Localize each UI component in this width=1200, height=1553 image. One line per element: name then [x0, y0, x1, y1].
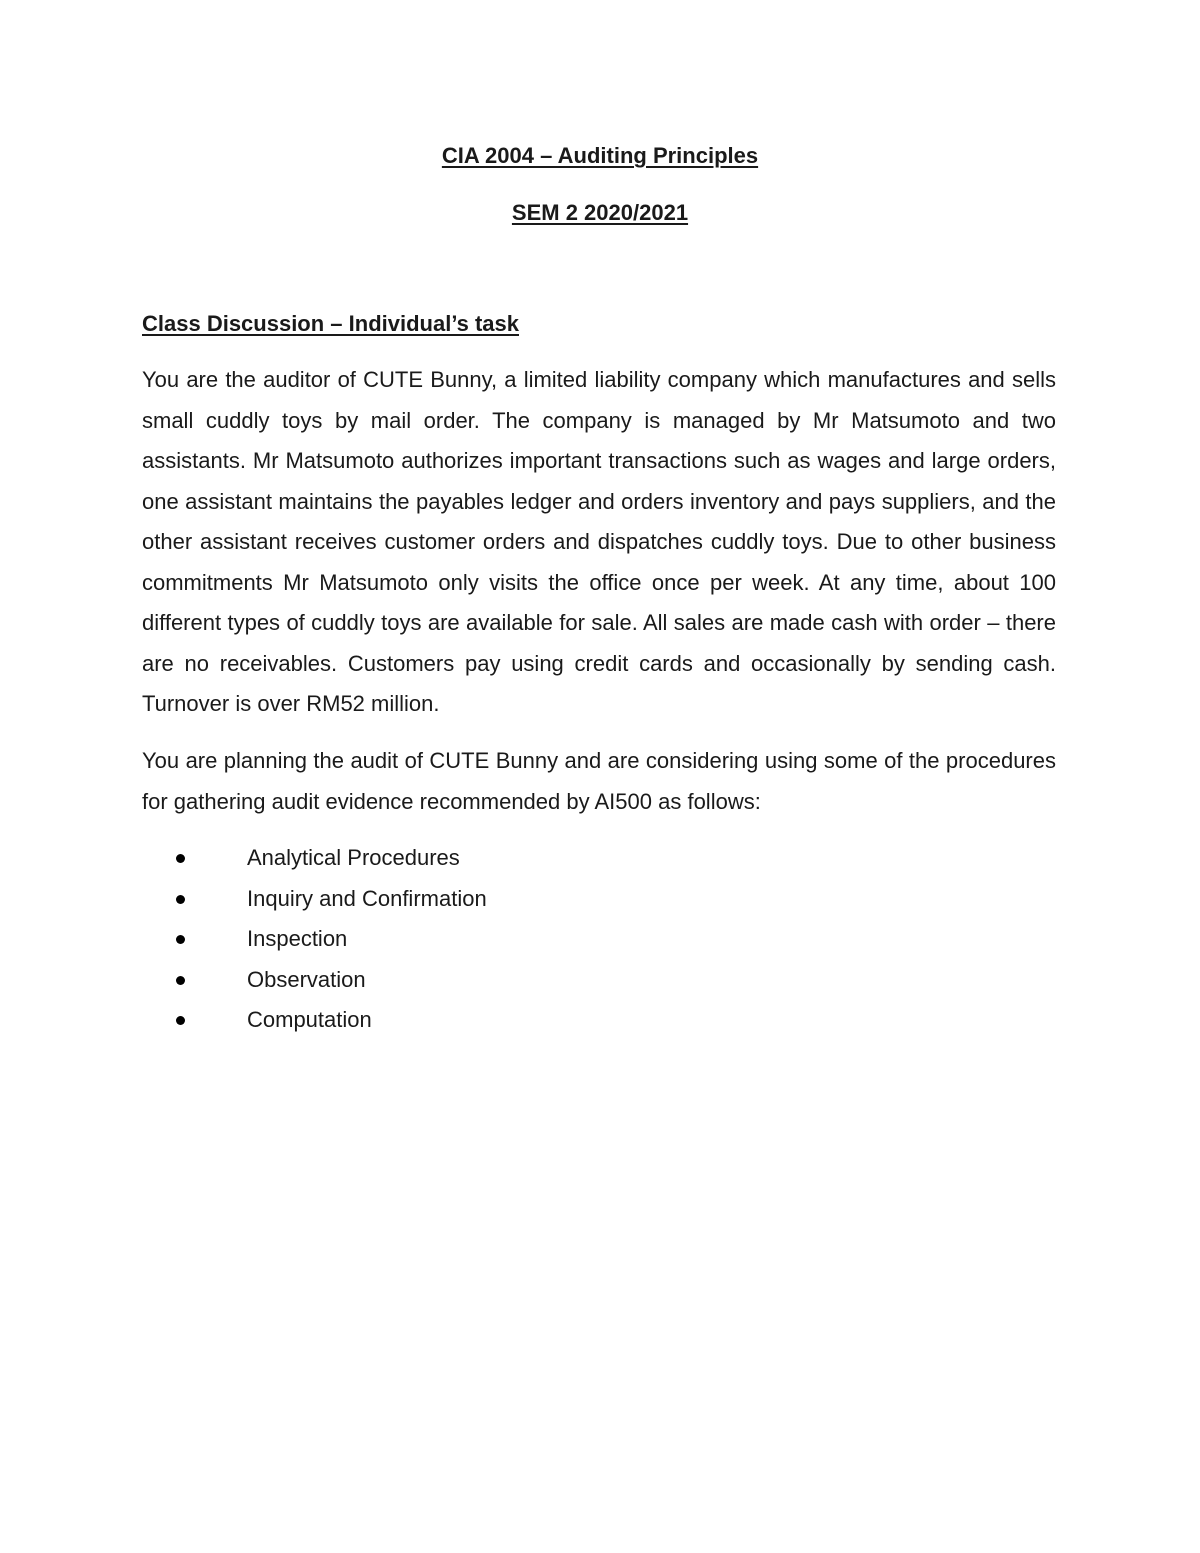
- bullet-icon: [176, 976, 185, 985]
- case-paragraph: You are the auditor of CUTE Bunny, a limited liability company which manufactures and sells small cuddly toys by mail order. The company is managed by Mr Matsumoto and two assistants. Mr Matsumoto authorizes important transactions such as wages and large orders, one assistant maintains the payables ledger and orders inventory and pays suppliers, and the other assistant receives customer orders and dispatches cuddly toys. Due to other business commitments Mr Matsumoto only visits the office once per week. At any time, about 100 different types of cuddly toys are available for sale. All sales are made cash with order – there are no receivables. Customers pay using credit cards and occasionally by sending cash. Turnover is over RM52 million.: [142, 367, 1056, 716]
- bullet-icon: [176, 935, 185, 944]
- semester-title: SEM 2 2020/2021: [511, 200, 689, 225]
- list-item: [0, 1000, 1200, 1041]
- list-item: [0, 919, 1200, 960]
- list-item-label: Inquiry and Confirmation: [247, 885, 487, 911]
- bullet-icon: [176, 895, 185, 904]
- list-item-label: Analytical Procedures: [247, 845, 460, 870]
- bullet-icon: [176, 854, 185, 863]
- procedure-list: [0, 838, 1200, 1041]
- bullet-icon: [176, 1016, 185, 1025]
- list-item-label: Inspection: [247, 926, 348, 952]
- list-item: [0, 879, 1200, 920]
- list-item-label: Computation: [247, 1007, 372, 1033]
- list-item-label: Observation: [247, 966, 366, 992]
- section-heading: Class Discussion – Individual’s task: [142, 311, 519, 336]
- planning-paragraph: You are planning the audit of CUTE Bunny and are considering using some of the procedures for gathering audit evidence recommended by AI500 as follows:: [142, 748, 1056, 814]
- document-title: CIA 2004 – Auditing Principles: [441, 143, 759, 168]
- list-item: [0, 838, 1200, 879]
- list-item: [0, 960, 1200, 1001]
